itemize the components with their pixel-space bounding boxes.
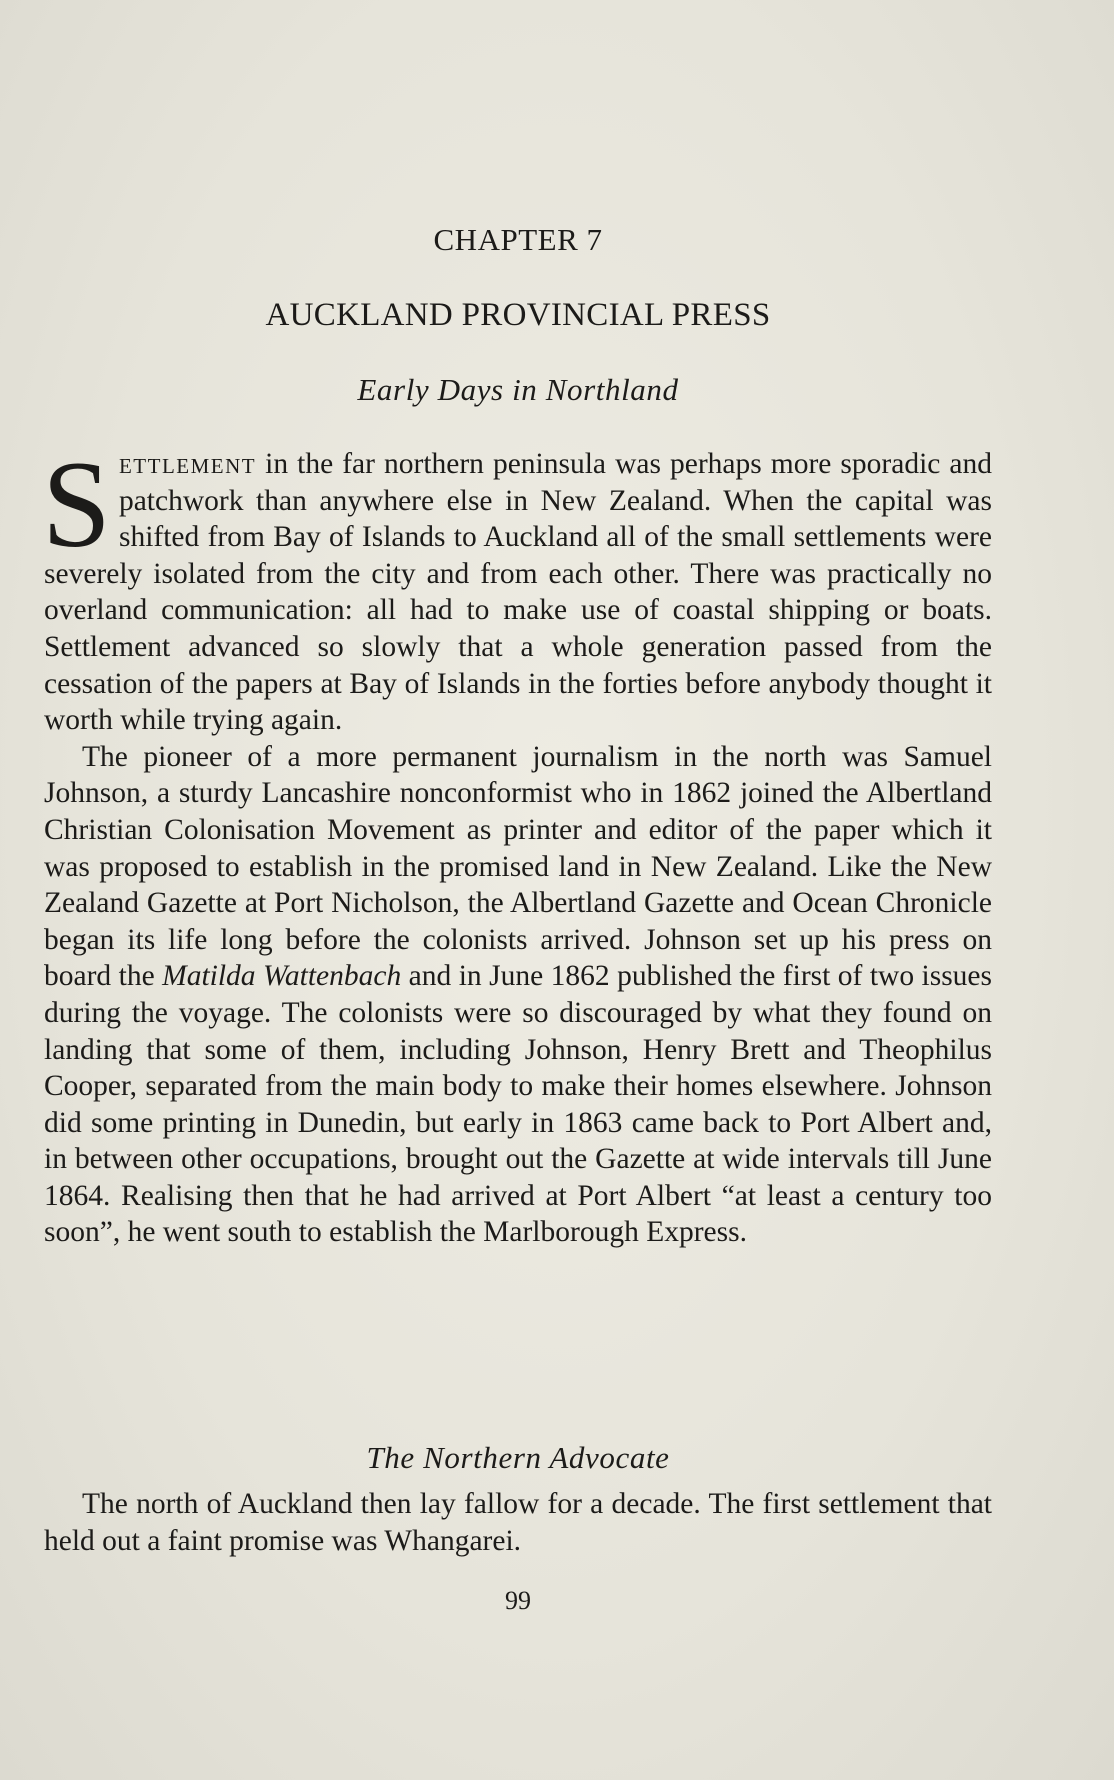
paragraph-north-fallow: The north of Auckland then lay fallow for a decade. The first settlement that held out a faint promise was Whangarei. (44, 1488, 992, 1557)
section-body-northern-advocate (44, 1486, 992, 1559)
ship-name: Matilda Wattenbach (162, 960, 402, 993)
drop-cap: S (42, 436, 111, 573)
paragraph-pioneer-text-2: and in June 1862 published the first of two issues during the voyage. The colonists were so discouraged by what they found on landing that some of them, including Johnson, Henry Brett and Theophilus Cooper, separated from the main body to make their homes elsewhere. Johnson did some printing in Dunedin, but early in 1863 came back to Port Albert and, in between other occupations, brought out the Gazette at wide intervals till June 1864. Realising then that he had arrived at Port Albert “at least a century too soon”, he went south to establish the Marlborough Express. (44, 960, 993, 1249)
section-heading-early-days: Early Days in Northland (357, 372, 679, 407)
paragraph-settlement-text: in the far northern peninsula was perhaps more sporadic and patchwork than anywhere else in New Zealand. When the capital was shifted from Bay of Islands to Auckland all of the small settlements were severely isolated from the city and from each other. There was practically no overland communication: all had to make use of coastal shipping or boats. Settlement advanced so slowly that a whole generation passed from the cessation of the papers at Bay of Islands in the forties before anybody thought it worth while trying again. (44, 448, 992, 737)
chapter-number: CHAPTER 7 (433, 222, 603, 257)
lead-small-caps: ettlement (118, 448, 257, 480)
book-page (44, 0, 992, 1780)
paragraph-pioneer-text-1: The pioneer of a more permanent journalism in the north was Samuel Johnson, a sturdy Lancashire nonconformist who in 1862 joined the Albertland Christian Colonisation Movement as printer and editor of the paper which it was proposed to establish in the promised land in New Zealand. Like the New Zealand Gazette at Port Nicholson, the Albertland Gazette and Ocean Chronicle began its life long before the colonists arrived. Johnson set up his press on board the (44, 740, 992, 993)
paragraph-pioneer (44, 739, 992, 1251)
chapter-title: AUCKLAND PROVINCIAL PRESS (265, 297, 771, 333)
section-heading-northern-advocate: The Northern Advocate (366, 1440, 670, 1475)
page-number: 99 (505, 1586, 531, 1615)
section-body-early-days (42, 436, 993, 1251)
paragraph-settlement (42, 436, 992, 739)
